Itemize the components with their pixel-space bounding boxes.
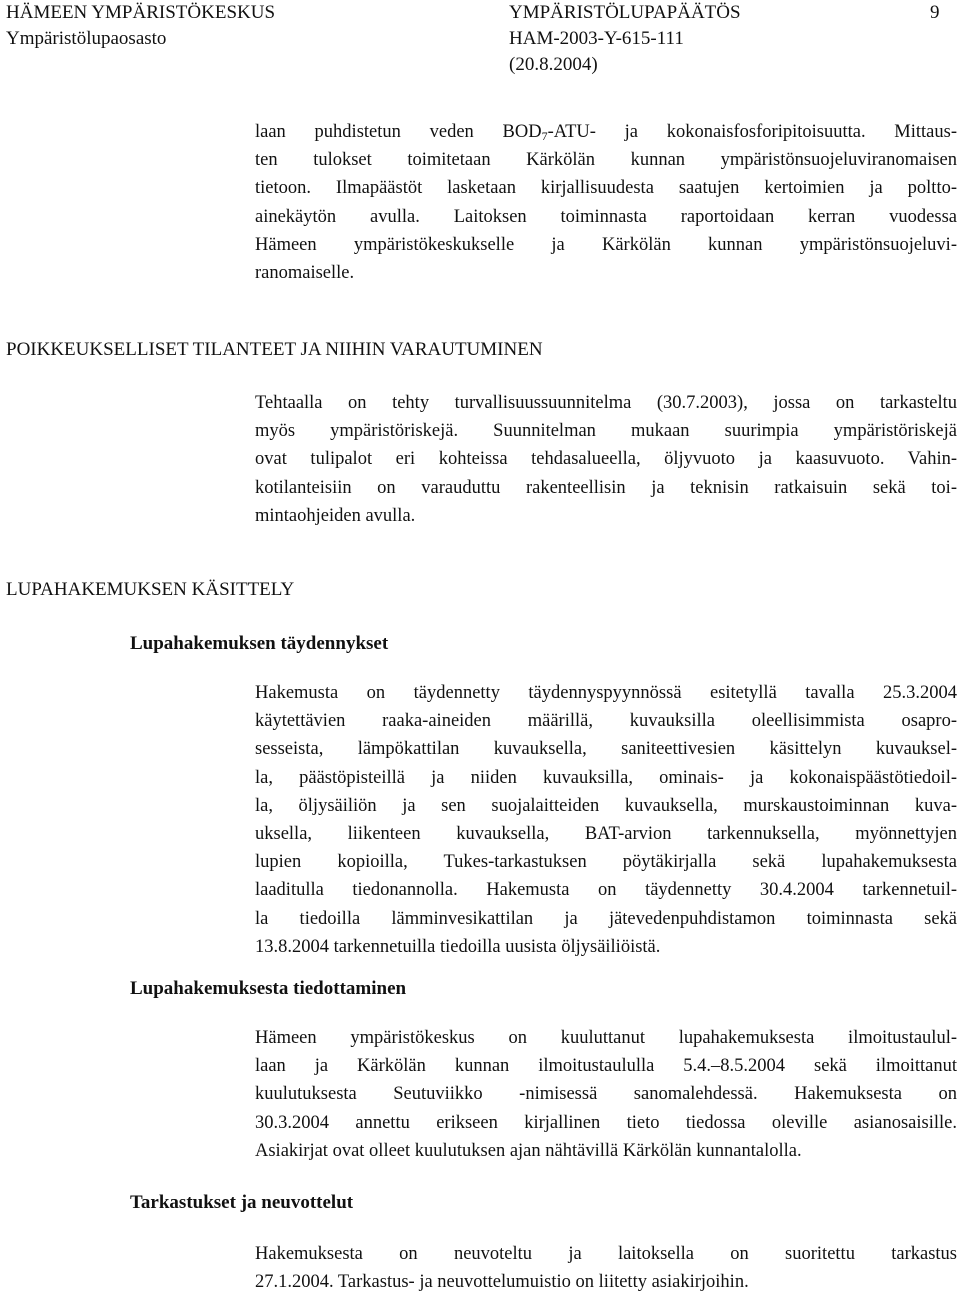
paragraph-line: la, päästöpisteillä ja niiden kuvauksilla, ominais- ja kokonaispäästötiedoil- — [255, 767, 957, 788]
text-run: -ATU- ja kokonaisfosforipitoisuutta. Mittaus- — [547, 122, 957, 142]
paragraph-line: Hakemuksesta on neuvoteltu ja laitoksella on suoritettu tarkastus — [255, 1244, 957, 1264]
paragraph-line: Asiakirjat ovat olleet kuulutuksen ajan nähtävillä Kärkölän kunnantalolla. — [255, 1140, 802, 1161]
subscript: 7 — [541, 129, 548, 143]
subsection-title: Lupahakemuksesta tiedottaminen — [130, 978, 407, 999]
paragraph-line: laaditulla tiedonannolla. Hakemusta on täydennetty 30.4.2004 tarkennetuil- — [255, 880, 957, 901]
subsection-paragraph — [255, 1024, 957, 1165]
paragraph-line: kuulutuksesta Seutuviikko -nimisessä sanomalehdessä. Hakemuksesta on — [255, 1084, 957, 1105]
header-right — [509, 0, 741, 78]
department-name: Ympäristölupaosasto — [6, 28, 167, 49]
section-paragraph — [255, 389, 957, 530]
subsection-paragraph — [255, 1240, 957, 1296]
paragraph-line: lupien kopioilla, Tukes-tarkastuksen pöytäkirjalla sekä lupahakemuksesta — [255, 852, 957, 873]
paragraph-line: uksella, liikenteen kuvauksella, BAT-arvion tarkennuksella, myönnettyjen — [255, 823, 957, 844]
paragraph-line — [255, 118, 957, 146]
subsection-title: Tarkastukset ja neuvottelut — [130, 1192, 354, 1213]
subsection-paragraph — [255, 679, 957, 961]
paragraph-line: Hämeen ympäristökeskukselle ja Kärkölän kunnan ympäristönsuojeluvi- — [255, 234, 957, 255]
paragraph-line: 13.8.2004 tarkennetuilla tiedoilla uusista öljysäiliöistä. — [255, 936, 661, 957]
paragraph-line: kotilanteisiin on varauduttu rakenteellisin ja teknisin ratkaisuin sekä toi- — [255, 477, 957, 498]
paragraph-line: ranomaiselle. — [255, 262, 355, 283]
paragraph-line: laan ja Kärkölän kunnan ilmoitustaululla 5.4.–8.5.2004 sekä ilmoittanut — [255, 1056, 957, 1077]
paragraph-line: Hakemusta on täydennetty täydennyspyynnössä esitetyllä tavalla 25.3.2004 — [255, 683, 957, 703]
paragraph-line: la tiedoilla lämminvesikattilan ja jätevedenpuhdistamon toiminnasta sekä — [255, 908, 957, 929]
paragraph-line: ovat tulipalot eri kohteissa tehdasalueella, öljyvuoto ja kaasuvuoto. Vahin- — [255, 449, 957, 470]
paragraph-line: tietoon. Ilmapäästöt lasketaan kirjallisuudesta saatujen kertoimien ja poltto- — [255, 178, 957, 199]
header-left — [6, 0, 275, 52]
paragraph-line: 30.3.2004 annettu erikseen kirjallinen tieto tiedossa oleville asianosaisille. — [255, 1112, 957, 1133]
subsection-title: Lupahakemuksen täydennykset — [130, 633, 389, 654]
intro-paragraph — [255, 118, 957, 287]
paragraph-line: la, öljysäiliön ja sen suojalaitteiden kuvauksella, murskaustoiminnan kuva- — [255, 795, 957, 816]
paragraph-line: käytettävien raaka-aineiden määrillä, kuvauksilla oleellisimmista osapro- — [255, 711, 957, 732]
document-date: (20.8.2004) — [509, 54, 598, 75]
paragraph-line: sesseista, lämpökattilan kuvauksella, saniteettivesien käsittelyn kuvauksel- — [255, 739, 957, 760]
text-run: laan puhdistetun veden BOD — [255, 122, 542, 142]
paragraph-line: mintaohjeiden avulla. — [255, 505, 416, 526]
page-number: 9 — [930, 2, 940, 23]
document-type: YMPÄRISTÖLUPAPÄÄTÖS — [509, 2, 741, 23]
paragraph-line: ainekäytön avulla. Laitoksen toiminnasta raportoidaan kerran vuodessa — [255, 206, 957, 227]
paragraph-line: myös ympäristöriskejä. Suunnitelman mukaan suurimpia ympäristöriskejä — [255, 421, 957, 442]
paragraph-line: Tehtaalla on tehty turvallisuussuunnitelma (30.7.2003), jossa on tarkasteltu — [255, 393, 957, 413]
paragraph-line: ten tulokset toimitetaan Kärkölän kunnan ympäristönsuojeluviranomaisen — [255, 150, 957, 171]
section-heading: LUPAHAKEMUKSEN KÄSITTELY — [6, 579, 295, 600]
section-heading: POIKKEUKSELLISET TILANTEET JA NIIHIN VARAUTUMINEN — [6, 339, 543, 360]
paragraph-line: Hämeen ympäristökeskus on kuuluttanut lupahakemuksesta ilmoitustaulul- — [255, 1028, 957, 1048]
paragraph-line: 27.1.2004. Tarkastus- ja neuvottelumuistio on liitetty asiakirjoihin. — [255, 1272, 749, 1293]
document-reference: HAM-2003-Y-615-111 — [509, 28, 684, 49]
authority-name: HÄMEEN YMPÄRISTÖKESKUS — [6, 2, 276, 23]
